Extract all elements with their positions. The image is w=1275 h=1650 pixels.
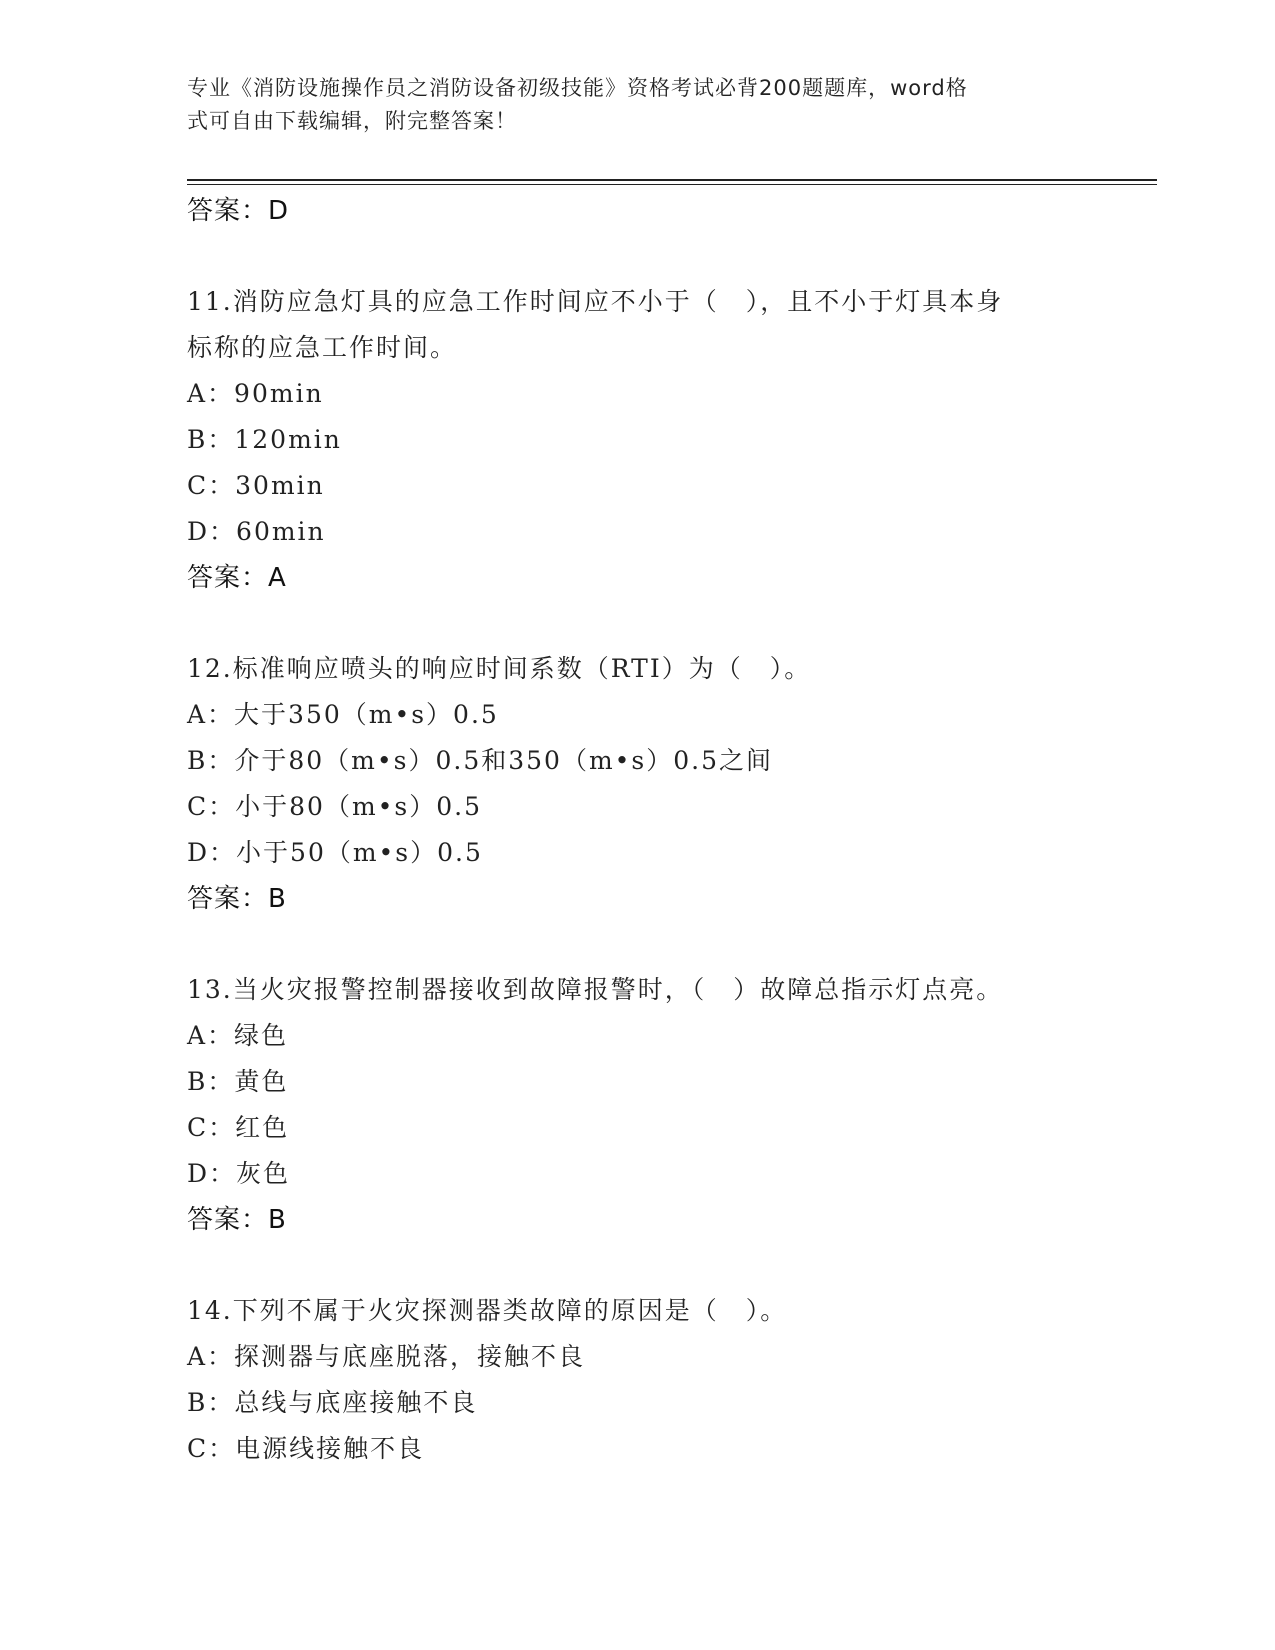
- option-a: A：绿色: [187, 1021, 289, 1050]
- option-a: A：90min: [187, 379, 324, 408]
- spacer: [187, 1243, 1087, 1288]
- question-block-11: [187, 279, 1087, 601]
- question-stem-line: 12.标准响应喷头的响应时间系数（RTI）为（ ）。: [187, 654, 812, 683]
- question-block-13: [187, 967, 1087, 1243]
- option-b: B：120min: [187, 425, 342, 454]
- option-b: B：总线与底座接触不良: [187, 1388, 478, 1417]
- question-stem-line: 14.下列不属于火灾探测器类故障的原因是（ ）。: [187, 1296, 788, 1325]
- document-body: [187, 188, 1087, 1472]
- document-header: [187, 72, 1077, 138]
- option-c: C：小于80（m•s）0.5: [187, 792, 482, 821]
- option-c: C：30min: [187, 471, 325, 500]
- answer-line: 答案：B: [187, 1205, 287, 1235]
- answer-line: 答案：A: [187, 563, 287, 593]
- spacer: [187, 601, 1087, 646]
- question-stem-line: 13.当火灾报警控制器接收到故障报警时，（ ）故障总指示灯点亮。: [187, 975, 1004, 1004]
- question-block-12: [187, 646, 1087, 922]
- header-divider-thin: [187, 184, 1157, 185]
- option-d: D：灰色: [187, 1159, 291, 1188]
- option-b: B：介于80（m•s）0.5和350（m•s）0.5之间: [187, 746, 773, 775]
- spacer: [187, 922, 1087, 967]
- header-divider-thick: [187, 179, 1157, 181]
- question-stem-line: 标称的应急工作时间。: [187, 333, 458, 362]
- question-block-14: [187, 1288, 1087, 1472]
- answer-line: 答案：B: [187, 884, 287, 914]
- option-c: C：电源线接触不良: [187, 1434, 425, 1463]
- option-d: D：小于50（m•s）0.5: [187, 838, 483, 867]
- previous-answer: 答案：D: [187, 196, 290, 226]
- option-d: D：60min: [187, 517, 326, 546]
- header-line-2: 式可自由下载编辑，附完整答案！: [187, 109, 517, 133]
- option-a: A：大于350（m•s）0.5: [187, 700, 499, 729]
- option-b: B：黄色: [187, 1067, 289, 1096]
- header-line-1: 专业《消防设施操作员之消防设备初级技能》资格考试必背200题题库，word格: [187, 76, 968, 100]
- spacer: [187, 234, 1087, 279]
- option-c: C：红色: [187, 1113, 290, 1142]
- question-stem-line: 11.消防应急灯具的应急工作时间应不小于（ ），且不小于灯具本身: [187, 287, 1004, 316]
- option-a: A：探测器与底座脱落，接触不良: [187, 1342, 586, 1371]
